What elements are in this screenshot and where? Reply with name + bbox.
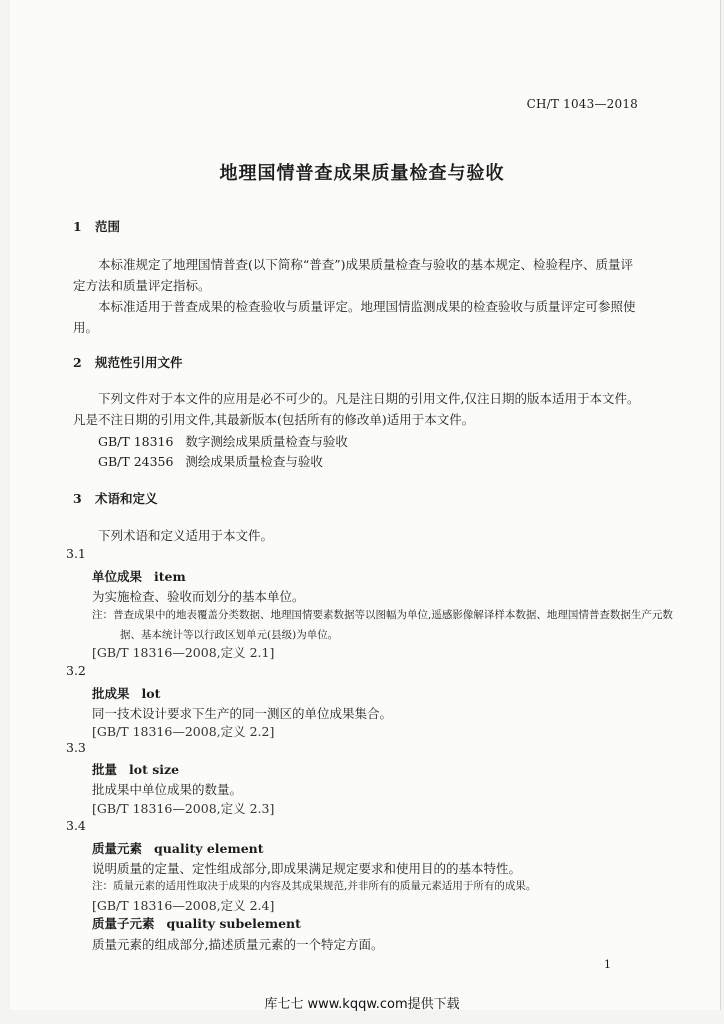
reference-code: GB/T 18316 — [98, 434, 174, 449]
reference-code: GB/T 24356 — [98, 454, 174, 469]
term-number: 3.2 — [66, 663, 86, 678]
term-en: quality element — [154, 841, 264, 856]
term-source: [GB/T 18316—2008,定义 2.3] — [92, 801, 275, 816]
section-number: 3 — [73, 491, 82, 506]
term-note: 注：质量元素的适用性取决于成果的内容及其成果规范,并非所有的质量元素适用于所有的成果。 — [92, 880, 537, 892]
section-2-heading — [73, 353, 183, 371]
term-en: quality subelement — [166, 916, 301, 931]
term-zh: 批成果 — [92, 686, 130, 701]
term-heading — [92, 839, 264, 857]
term-en: lot size — [129, 762, 180, 777]
section-1-heading — [73, 217, 120, 235]
term-zh: 质量子元素 — [92, 916, 155, 931]
section-title: 术语和定义 — [95, 491, 158, 506]
term-definition: 同一技术设计要求下生产的同一测区的单位成果集合。 — [92, 706, 393, 721]
term-number: 3.1 — [66, 546, 86, 561]
term-zh: 单位成果 — [92, 569, 143, 584]
section-3-intro: 下列术语和定义适用于本文件。 — [98, 528, 274, 543]
section-title: 规范性引用文件 — [95, 355, 183, 370]
reference-name: 测绘成果质量检查与验收 — [185, 454, 323, 469]
term-definition: 质量元素的组成部分,描述质量元素的一个特定方面。 — [92, 937, 384, 952]
term-heading — [92, 760, 179, 778]
term-definition: 说明质量的定量、定性组成部分,即成果满足规定要求和使用目的的基本特性。 — [92, 861, 521, 876]
section-number: 1 — [73, 219, 82, 234]
section-1-paragraph-2: 本标准适用于普查成果的检查验收与质量评定。地理国情监测成果的检查验收与质量评定可参照使用。 — [73, 299, 636, 335]
download-footer: 库七七 www.kqqw.com提供下载 — [264, 997, 460, 1012]
term-source: [GB/T 18316—2008,定义 2.1] — [92, 645, 275, 660]
term-heading — [92, 914, 301, 932]
section-title: 范围 — [95, 219, 121, 234]
page-number: 1 — [604, 958, 611, 971]
term-note: 注：普查成果中的地表覆盖分类数据、地理国情要素数据等以图幅为单位,遥感影像解译样本数据、地理国情普查数据生产元数据、基本统计等以行政区划单元(县级)为单位。 — [92, 609, 673, 641]
term-heading — [92, 567, 186, 585]
term-en: item — [154, 569, 186, 584]
term-definition: 批成果中单位成果的数量。 — [92, 782, 243, 797]
term-source: [GB/T 18316—2008,定义 2.4] — [92, 898, 275, 913]
term-heading — [92, 684, 160, 702]
section-1-paragraph-1: 本标准规定了地理国情普查(以下简称“普查”)成果质量检查与验收的基本规定、检验程序、质量评定方法和质量评定指标。 — [73, 257, 634, 293]
normative-reference — [98, 432, 348, 450]
standard-code: CH/T 1043—2018 — [526, 97, 638, 111]
term-zh: 批量 — [92, 762, 118, 777]
section-2-paragraph-1: 下列文件对于本文件的应用是必不可少的。凡是注日期的引用文件,仅注日期的版本适用于本文件。凡是不注日期的引用文件,其最新版本(包括所有的修改单)适用于本文件。 — [73, 391, 640, 427]
term-number: 3.3 — [66, 740, 86, 755]
document-title: 地理国情普查成果质量检查与验收 — [219, 163, 505, 184]
term-en: lot — [141, 686, 161, 701]
term-zh: 质量元素 — [92, 841, 143, 856]
normative-reference — [98, 452, 323, 470]
section-number: 2 — [73, 355, 82, 370]
reference-name: 数字测绘成果质量检查与验收 — [185, 434, 348, 449]
term-source: [GB/T 18316—2008,定义 2.2] — [92, 724, 275, 739]
section-3-heading — [73, 489, 158, 507]
term-number: 3.4 — [66, 818, 86, 833]
term-definition: 为实施检查、验收而划分的基本单位。 — [92, 589, 305, 604]
